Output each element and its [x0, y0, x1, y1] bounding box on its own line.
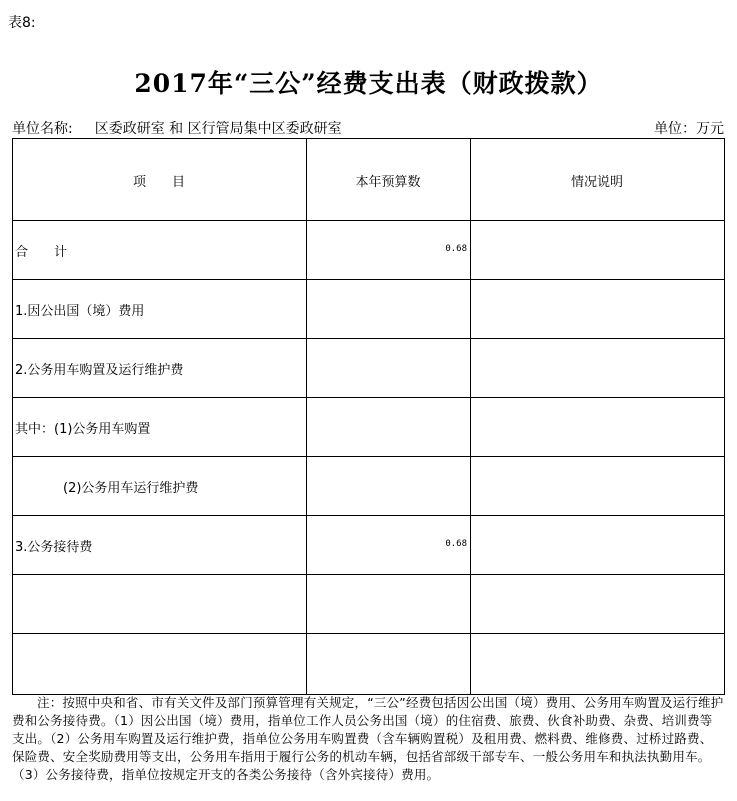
table-border-left [12, 138, 13, 695]
row-vehicle-purchase-label: 其中：(1)公务用车购置 [15, 422, 151, 437]
column-divider-1 [306, 138, 307, 695]
row-divider [12, 220, 725, 221]
row-vehicle-maintenance-label: (2)公务用车运行维护费 [63, 481, 199, 496]
row-divider [12, 574, 725, 575]
column-divider-2 [470, 138, 471, 695]
row-total-label: 合 计 [15, 245, 68, 260]
row-total-budget: 0.68 [445, 244, 467, 254]
unit-name [12, 118, 342, 138]
header-item: 项 目 [132, 175, 185, 190]
row-reception-label: 3.公务接待费 [15, 540, 93, 555]
unit-org-name: 区委政研室 和 区行管局集中区委政研室 [94, 121, 342, 137]
row-reception-budget: 0.68 [445, 539, 467, 549]
unit-info-row [12, 118, 724, 138]
row-vehicle-label: 2.公务用车购置及运行维护费 [15, 363, 184, 378]
page-title: 2017年“三公”经费支出表（财政拨款） [134, 69, 603, 98]
row-divider [12, 456, 725, 457]
row-overseas-label: 1.因公出国（境）费用 [15, 304, 145, 319]
table-number-label: 表8: [8, 15, 36, 31]
header-budget: 本年预算数 [355, 175, 421, 190]
header-remark: 情况说明 [570, 175, 623, 190]
unit-name-label: 单位名称: [12, 121, 73, 137]
table-footnote: 注：按照中央和省、市有关文件及部门预算管理有关规定，“三公”经费包括因公出国（境）费用、公务用车购置及运行维护费和公务接待费。（1）因公出国（境）费用，指单位工作人员公务出国（境）的住宿费、旅费、伙食补助费、杂费、培训费等支出。（2）公务用车购置及运行维护费，指单位公务用车购置费（含车辆购置税）及租用费、燃料费、维修费、过桥过路费、保险费、安全奖励费用等支出，公务用车指用于履行公务的机动车辆，包括省部级干部专车、一般公务用车和执法执勤用车。（3）公务接待费，指单位按规定开支的各类公务接待（含外宾接待）费用。 [12, 695, 724, 782]
row-divider [12, 279, 725, 280]
money-unit-label: 单位：万元 [654, 121, 724, 137]
row-divider [12, 515, 725, 516]
table-border-right [724, 138, 725, 695]
row-divider [12, 633, 725, 634]
table-border-top [12, 138, 725, 139]
row-divider [12, 397, 725, 398]
row-divider [12, 338, 725, 339]
